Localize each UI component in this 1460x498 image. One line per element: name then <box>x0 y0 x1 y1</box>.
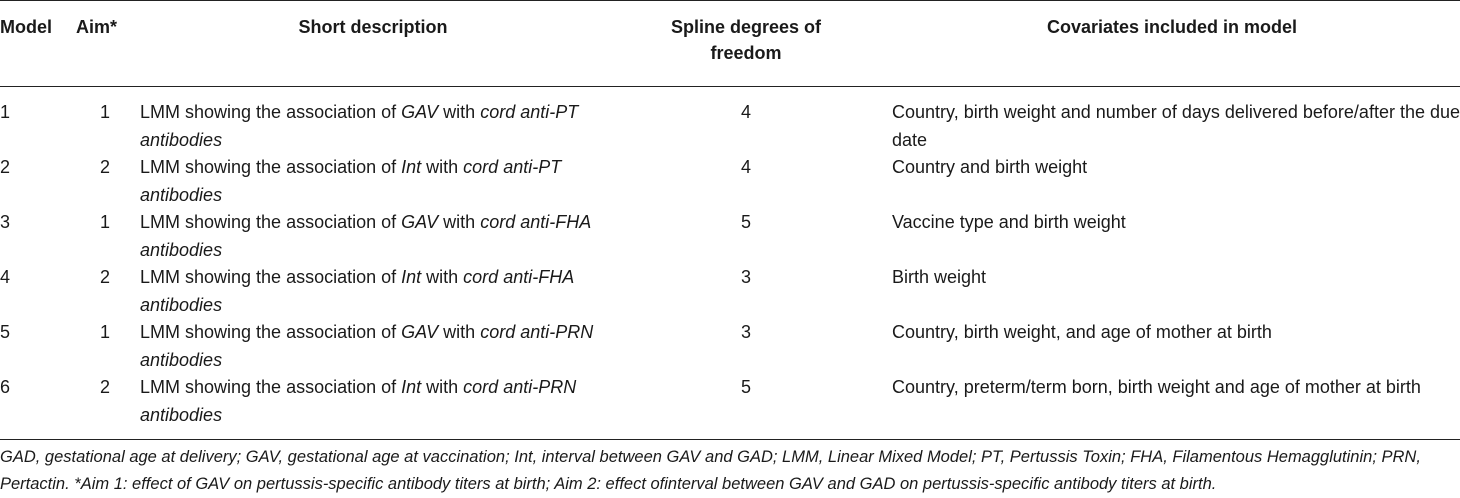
header-spline-line1: Spline degrees of <box>670 17 822 37</box>
cell-spline: 3 <box>740 267 751 287</box>
header-spline-line2: freedom <box>710 43 782 63</box>
cell-aim: 1 <box>99 102 110 122</box>
cell-description <box>138 319 608 374</box>
cell-description <box>138 154 608 209</box>
cell-model: 2 <box>0 157 11 177</box>
desc-mid: with <box>421 377 464 397</box>
table-row <box>0 209 1460 264</box>
cell-covariates: Vaccine type and birth weight <box>892 212 1126 232</box>
cell-spline: 5 <box>740 377 751 397</box>
desc-prefix: LMM showing the association of <box>140 267 402 287</box>
cell-description <box>138 264 608 319</box>
header-description: Short description <box>298 17 448 37</box>
desc-prefix: LMM showing the association of <box>140 322 402 342</box>
desc-outcome: cord anti-PRN antibodies <box>140 377 577 425</box>
cell-covariates: Country and birth weight <box>892 157 1088 177</box>
cell-model: 1 <box>0 102 11 122</box>
desc-prefix: LMM showing the association of <box>140 102 402 122</box>
cell-spline: 4 <box>740 157 751 177</box>
desc-mid: with <box>421 267 464 287</box>
cell-spline: 3 <box>740 322 751 342</box>
cell-description <box>138 209 608 264</box>
cell-description <box>138 374 608 440</box>
cell-model: 3 <box>0 212 11 232</box>
cell-covariates: Country, birth weight and number of days delivered before/after the due date <box>892 102 1460 150</box>
header-spline <box>608 1 884 87</box>
table-footnote: GAD, gestational age at delivery; GAV, gestational age at vaccination; Int, interval between GAV and GAD; LMM, Linear Mixed Model; PT, Pertussis Toxin; FHA, Filamentous Hemagglutinin; PRN, Pertactin. *Aim 1: effect of GAV on pertussis-specific antibody titers at birth; Aim 2: effect ofinterval between GAV and GAD on pertussis-specific antibody titers at birth. <box>0 448 1421 493</box>
cell-aim: 1 <box>99 212 110 232</box>
cell-model: 5 <box>0 322 11 342</box>
header-covariates: Covariates included in model <box>1046 17 1298 37</box>
cell-description <box>138 87 608 155</box>
cell-covariates: Country, birth weight, and age of mother at birth <box>892 322 1272 342</box>
cell-model: 6 <box>0 377 11 397</box>
desc-outcome: cord anti-FHA antibodies <box>140 267 574 315</box>
desc-mid: with <box>438 322 481 342</box>
desc-prefix: LMM showing the association of <box>140 212 402 232</box>
cell-aim: 2 <box>99 377 110 397</box>
cell-aim: 2 <box>99 157 110 177</box>
cell-model: 4 <box>0 267 11 287</box>
desc-outcome: cord anti-PT antibodies <box>140 157 562 205</box>
desc-variable: Int <box>401 377 422 397</box>
cell-spline: 4 <box>740 102 751 122</box>
table-row <box>0 87 1460 155</box>
cell-covariates: Birth weight <box>892 267 987 287</box>
header-aim: Aim* <box>76 17 118 37</box>
table-row <box>0 319 1460 374</box>
cell-aim: 2 <box>99 267 110 287</box>
table-row <box>0 374 1460 440</box>
desc-prefix: LMM showing the association of <box>140 157 402 177</box>
cell-aim: 1 <box>99 322 110 342</box>
cell-spline: 5 <box>740 212 751 232</box>
table-body <box>0 87 1460 440</box>
desc-variable: Int <box>401 267 422 287</box>
table-row <box>0 264 1460 319</box>
desc-mid: with <box>438 212 481 232</box>
cell-covariates: Country, preterm/term born, birth weight and age of mother at birth <box>892 377 1421 397</box>
header-model: Model <box>0 17 52 37</box>
table-header <box>0 1 1460 87</box>
desc-variable: Int <box>401 157 422 177</box>
desc-mid: with <box>421 157 464 177</box>
desc-variable: GAV <box>401 212 439 232</box>
desc-variable: GAV <box>401 102 439 122</box>
desc-outcome: cord anti-FHA antibodies <box>140 212 591 260</box>
desc-mid: with <box>438 102 481 122</box>
desc-variable: GAV <box>401 322 439 342</box>
desc-outcome: cord anti-PRN antibodies <box>140 322 594 370</box>
desc-outcome: cord anti-PT antibodies <box>140 102 579 150</box>
table-row <box>0 154 1460 209</box>
desc-prefix: LMM showing the association of <box>140 377 402 397</box>
